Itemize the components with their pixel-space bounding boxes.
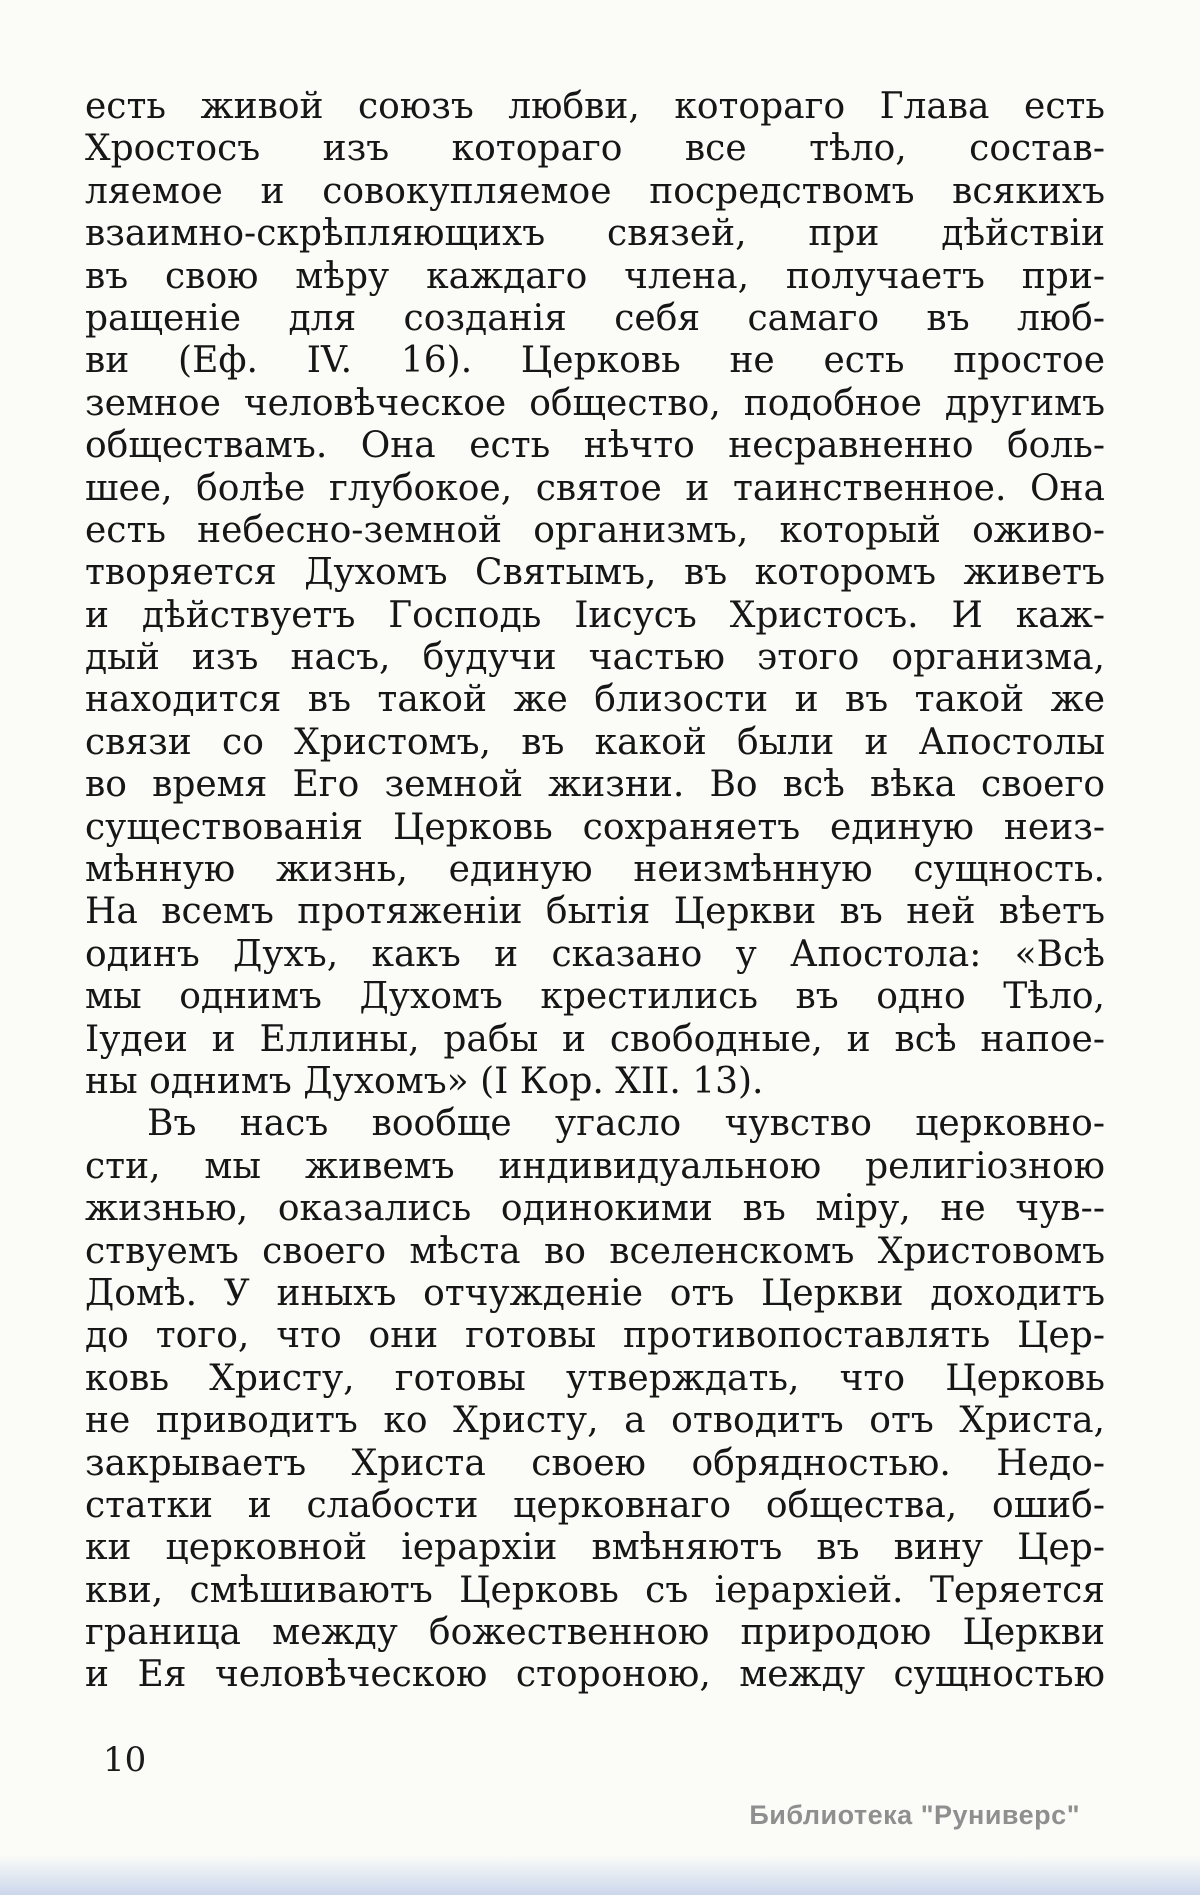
- text-line: ны однимъ Духомъ» (I Кор. XII. 13).: [85, 1060, 764, 1102]
- text-line: во время Его земной жизни. Во всѣ вѣка своего: [85, 764, 1105, 806]
- text-line: связи со Христомъ, въ какой были и Апостолы: [85, 721, 1105, 763]
- text-line: взаимно-скрѣпляющихъ связей, при дѣйствіи: [85, 213, 1105, 255]
- text-line: дый изъ насъ, будучи частью этого организма,: [85, 637, 1105, 679]
- text-line: и дѣйствуетъ Господь Іисусъ Христосъ. И каж-: [85, 594, 1105, 636]
- text-line: земное человѣческое общество, подобное другимъ: [85, 382, 1105, 424]
- text-line: сти, мы живемъ индивидуальною религіозною: [85, 1145, 1105, 1187]
- text-line: не приводитъ ко Христу, а отводитъ отъ Христа,: [85, 1400, 1105, 1442]
- text-line: Домѣ. У иныхъ отчужденіе отъ Церкви доходитъ: [85, 1272, 1105, 1314]
- text-line: ки церковной іерархіи вмѣняютъ въ вину Цер-: [85, 1527, 1105, 1569]
- text-line: закрываетъ Христа своею обрядностью. Недо-: [85, 1442, 1105, 1484]
- text-line: и Ея человѣческою стороною, между сущностью: [85, 1654, 1105, 1696]
- text-line: статки и слабости церковнаго общества, ошиб-: [85, 1484, 1105, 1526]
- text-line: мы однимъ Духомъ крестились въ одно Тѣло,: [85, 976, 1105, 1018]
- text-line: ляемое и совокупляемое посредствомъ всякихъ: [85, 170, 1105, 212]
- text-line: творяется Духомъ Святымъ, въ которомъ живетъ: [85, 552, 1105, 594]
- library-watermark: Библиотека "Руниверс": [749, 1800, 1080, 1830]
- text-line: существованія Церковь сохраняетъ единую неиз-: [85, 806, 1105, 848]
- text-line: Хростосъ изъ котораго все тѣло, состав-: [85, 128, 1105, 170]
- text-line: ращеніе для созданія себя самаго въ люб-: [85, 297, 1105, 339]
- page-number: 10: [103, 1740, 147, 1780]
- text-line: ви (Еф. IV. 16). Церковь не есть простое: [85, 340, 1105, 382]
- text-line: до того, что они готовы противопоставлять Цер-: [85, 1315, 1105, 1357]
- text-line: въ свою мѣру каждаго члена, получаетъ при-: [85, 255, 1105, 297]
- text-line: Въ насъ вообще угасло чувство церковно-: [147, 1103, 1105, 1145]
- page-text-block: [85, 86, 1105, 1697]
- text-line: Іудеи и Еллины, рабы и свободные, и всѣ напое-: [85, 1018, 1105, 1060]
- text-line: ковь Христу, готовы утверждать, что Церковь: [85, 1357, 1105, 1399]
- text-line: находится въ такой же близости и въ такой же: [85, 679, 1105, 721]
- text-line: жизнью, оказались одинокими въ міру, не чув--: [85, 1188, 1105, 1230]
- text-line: граница между божественною природою Церкви: [85, 1612, 1105, 1654]
- text-line: есть небесно-земной организмъ, который оживо-: [85, 509, 1105, 551]
- bottom-gradient-bar: [0, 1855, 1200, 1895]
- text-line: шее, болѣе глубокое, святое и таинственное. Она: [85, 467, 1105, 509]
- text-line: одинъ Духъ, какъ и сказано у Апостола: «Всѣ: [85, 933, 1105, 975]
- text-line: На всемъ протяженіи бытія Церкви въ ней вѣетъ: [85, 891, 1105, 933]
- text-line: ствуемъ своего мѣста во вселенскомъ Христовомъ: [85, 1230, 1105, 1272]
- text-line: мѣнную жизнь, единую неизмѣнную сущность.: [85, 849, 1105, 891]
- text-line: кви, смѣшиваютъ Церковь съ іерархіей. Теряется: [85, 1569, 1105, 1611]
- text-line: есть живой союзъ любви, котораго Глава есть: [85, 86, 1105, 127]
- text-line: обществамъ. Она есть нѣчто несравненно боль-: [85, 425, 1105, 467]
